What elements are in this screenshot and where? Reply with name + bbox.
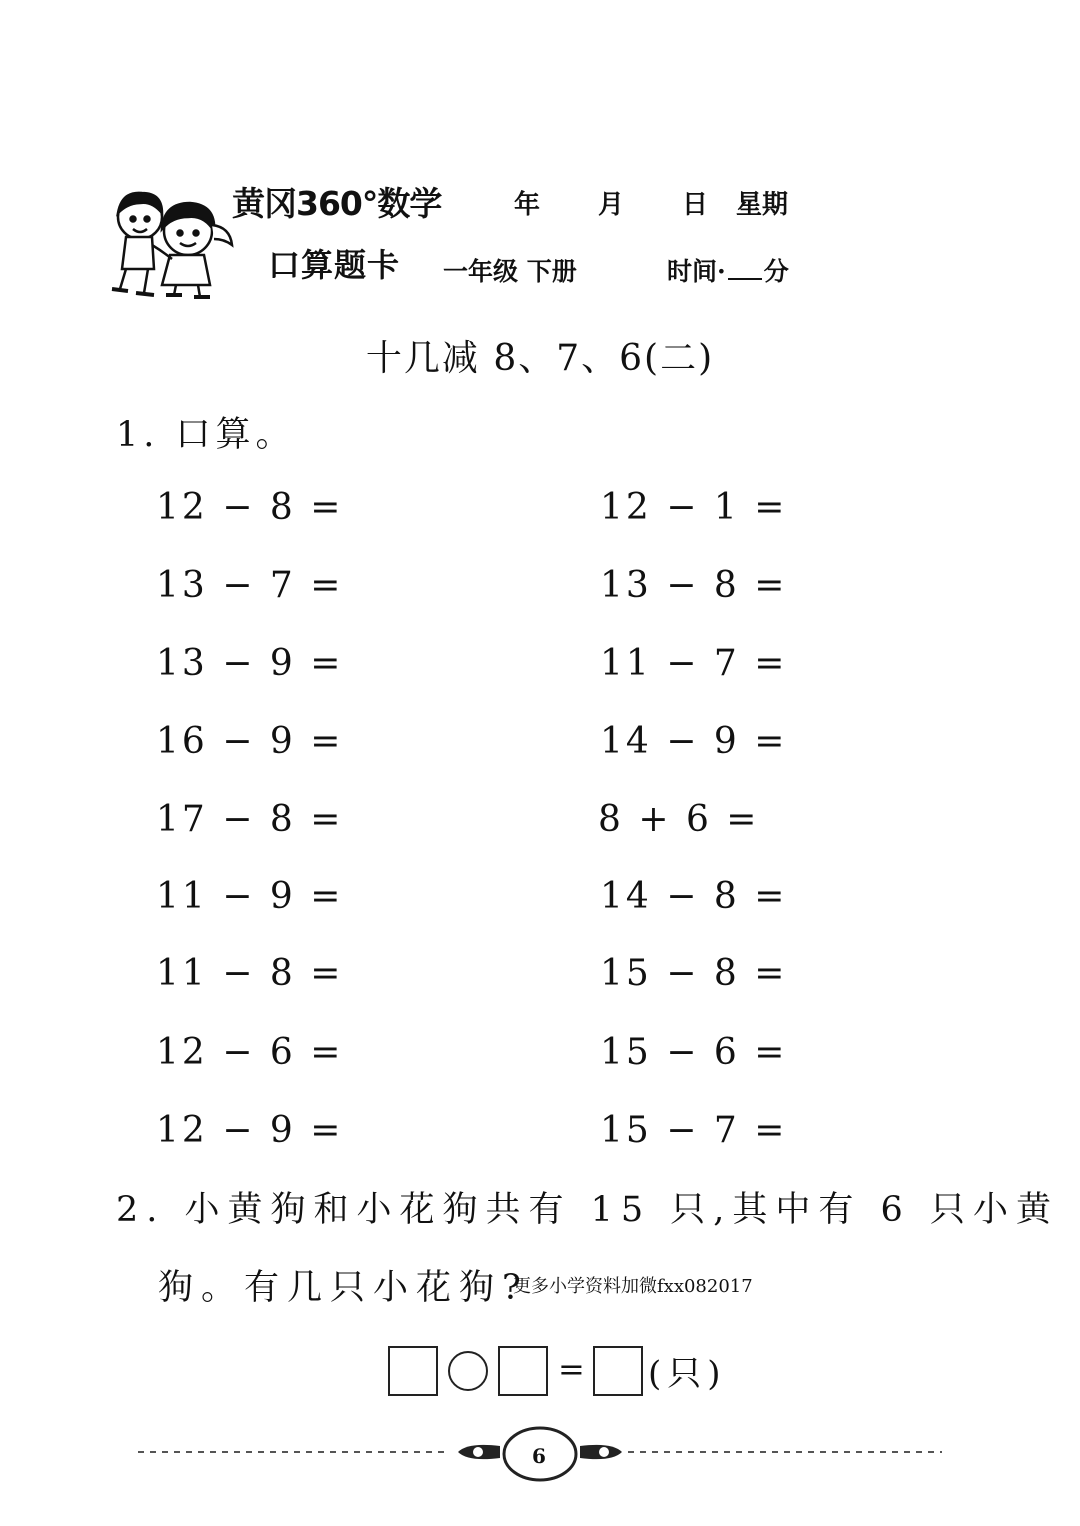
problem-left-1: 12 − 8 = bbox=[156, 487, 344, 528]
page-number: 6 bbox=[532, 1444, 546, 1468]
answer-box-1[interactable] bbox=[388, 1346, 438, 1396]
problem-left-2: 13 − 7 = bbox=[156, 565, 344, 606]
problem-right-9: 15 − 7 = bbox=[600, 1110, 788, 1151]
problem-left-9: 12 − 9 = bbox=[156, 1110, 344, 1151]
problem-right-1: 12 − 1 = bbox=[600, 487, 788, 528]
lesson-title: 十几减 8、7、6(二) bbox=[365, 338, 715, 379]
answer-box-2[interactable] bbox=[498, 1346, 548, 1396]
problem-right-7: 15 − 8 = bbox=[600, 953, 788, 994]
time-unit: 分 bbox=[763, 257, 789, 286]
grade-label: 一年级 下册 bbox=[443, 257, 577, 286]
problem-right-4: 14 − 9 = bbox=[600, 721, 788, 762]
problem-right-2: 13 − 8 = bbox=[600, 565, 788, 606]
year-label: 年 bbox=[514, 190, 541, 220]
problem-right-8: 15 − 6 = bbox=[600, 1032, 788, 1073]
equals-sign: = bbox=[558, 1350, 585, 1388]
problem-left-7: 11 − 8 = bbox=[156, 953, 344, 994]
problem-left-3: 13 − 9 = bbox=[156, 643, 344, 684]
month-label: 月 bbox=[598, 190, 625, 220]
problem-left-8: 12 − 6 = bbox=[156, 1032, 344, 1073]
answer-box-result[interactable] bbox=[593, 1346, 643, 1396]
cartoon-kids-logo bbox=[100, 185, 245, 300]
unit-label: (只) bbox=[648, 1354, 727, 1394]
brand-subtitle: 口算题卡 bbox=[268, 246, 401, 284]
time-label: 时间· bbox=[667, 257, 726, 286]
section2-question-line1: 2. 小黄狗和小花狗共有 15 只,其中有 6 只小黄 bbox=[116, 1190, 1059, 1230]
time-blank[interactable] bbox=[728, 258, 762, 280]
problem-left-5: 17 − 8 = bbox=[156, 799, 344, 840]
day-label: 日 bbox=[682, 190, 709, 220]
section2-question-line2: 狗。有几只小花狗? bbox=[158, 1268, 529, 1308]
operator-circle[interactable] bbox=[448, 1351, 488, 1391]
time-field bbox=[667, 252, 789, 288]
problem-right-5: 8 + 6 = bbox=[598, 799, 760, 840]
brand-title: 黄冈360°数学 bbox=[232, 184, 442, 223]
week-label: 星期 bbox=[736, 190, 789, 220]
problem-right-3: 11 − 7 = bbox=[600, 643, 788, 684]
problem-left-6: 11 − 9 = bbox=[156, 876, 344, 917]
problem-right-6: 14 − 8 = bbox=[600, 876, 788, 917]
problem-left-4: 16 − 9 = bbox=[156, 721, 344, 762]
section1-label: 1. 口算。 bbox=[116, 415, 296, 455]
watermark-text: 更多小学资料加微fxx082017 bbox=[513, 1276, 753, 1297]
